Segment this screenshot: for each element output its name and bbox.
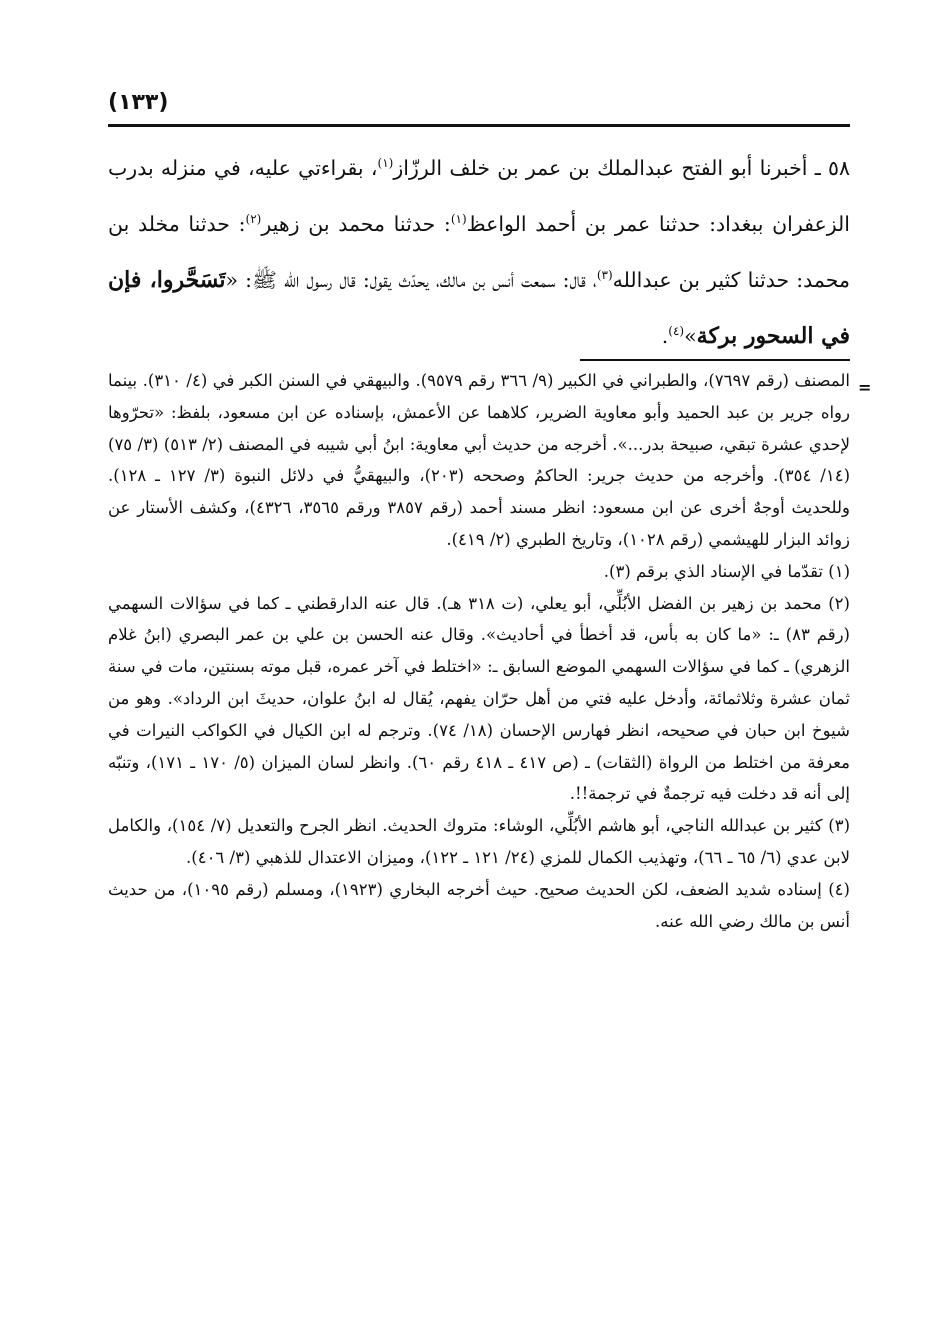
footnote-ref-5: (٤): [668, 324, 685, 339]
hadith-quote: تَسَحَّروا، فإن في السحور بركة: [108, 267, 850, 349]
hadith-text-6: »: [684, 324, 697, 348]
hadith-text-1: ٥٨ ـ أخبرنا أبو الفتح عبدالملك بن عمر بن خلف الرزّاز: [393, 156, 850, 180]
header-rule: [108, 124, 850, 127]
hadith-text-2: ، بقراءتي عليه، في منزله بدرب الزعفران ببغداد: حدثنا عمر بن أحمد الواعظ: [108, 156, 850, 236]
footnotes-section: [108, 365, 850, 937]
footnote-1: (١) تقدّما في الإسناد الذي برقم (٣).: [603, 561, 850, 581]
hadith-paragraph: [108, 140, 850, 364]
footnote-2: (٢) محمد بن زهير بن الفضل الأبُلِّي، أبو يعلي، (ت ٣١٨ هـ). قال عنه الدارقطني ـ كما في سؤالات السهمي (رقم ٨٣) ـ: «ما كان به بأس، قد أخطأ في أحاديث». وقال عنه الحسن بن علي بن عمر البصري (ابنُ غلام الزهري) ـ كما في سؤالات السهمي الموضع السابق ـ: «اختلط في آخر عمره، قبل موته بسنتين، مات في سنة ثمان عشرة وثلاثمائة، وأدخل عليه فتي من أهل حرّان يفهم، يُقال له ابنُ علوان، حديثَ ابن الرداد». وهو من شيوخ ابن حبان في صحيحه، انظر فهارس الإحسان (١٨/ ٧٤). وترجم له ابن الكيال في الكواكب النيرات في معرفة من اختلط من الرواة (الثقات) ـ (ص ٤١٧ ـ ٤١٨ رقم ٦٠). وانظر لسان الميزان (٥/ ١٧٠ ـ ١٧١)، وتنبّه إلى أنه قد دخلت فيه ترجمةٌ في ترجمة!!.: [108, 593, 850, 804]
footnote-ref-1: (١): [377, 156, 394, 171]
footnote-ref-2: (١): [450, 212, 467, 227]
footnote-4: (٤) إسناده شديد الضعف، لكن الحديث صحيح. حيث أخرجه البخاري (١٩٢٣)، ومسلم (رقم ١٠٩٥)، من حديث أنس بن مالك رضي الله عنه.: [108, 879, 850, 931]
hadith-text-3: : حدثنا محمد بن زهير: [261, 212, 451, 236]
footnote-3: (٣) كثير بن عبدالله الناجي، أبو هاشم الأبُلِّي، الوشاء: متروك الحديث. انظر الجرح والتعديل (٧/ ١٥٤)، والكامل لابن عدي (٦/ ٦٥ ـ ٦٦)، وتهذيب الكمال للمزي (٢٤/ ١٢١ ـ ١٢٢)، وميزان الاعتدال للذهبي (٣/ ٤٠٦).: [108, 816, 850, 867]
hadith-text-4: : حدثنا مخلد بن محمد: حدثنا كثير بن عبدالله: [108, 212, 850, 292]
footnote-continued: المصنف (رقم ٧٦٩٧)، والطبراني في الكبير (٩/ ٣٦٦ رقم ٩٥٧٩). والبيهقي في السنن الكبر في (٤/ ٣١٠). بينما رواه جرير بن عبد الحميد وأبو معاوية الضرير، كلاهما عن الأعمش، بإسناده عن ابن مسعود، بلفظ: «تحرّوها لإحدي عشرة تبقي، صبيحة بدر...». أخرجه من حديث أبي معاوية: ابنُ أبي شيبه في المصنف (٢/ ٥١٣) (٣/ ٧٥) (١٤/ ٣٥٤). وأخرجه من حديث جرير: الحاكمُ وصححه (٢٠٣)، والبيهقيُّ في دلائل النبوة (٣/ ١٢٧ ـ ١٢٨). وللحديث أوجهٌ أخرى عن ابن مسعود: انظر مسند أحمد (رقم ٣٨٥٧ ورقم ٣٥٦٥، ٤٣٢٦)، وكشف الأستار عن زوائد البزار للهيشمي (رقم ١٠٢٨)، وتاريخ الطبري (٢/ ٤١٩).: [108, 371, 851, 549]
hadith-text-end: .: [661, 324, 669, 348]
footnote-separator: [580, 359, 850, 361]
footnote-ref-3: (٢): [245, 212, 262, 227]
hadith-text-5: ، قال: سمعت أنس بن مالك، يحدّث يقول: قال رسول الله ﷺ: «: [225, 268, 597, 292]
footnote-ref-4: (٣): [596, 268, 613, 283]
page-number: (١٣٣): [108, 90, 169, 115]
continuation-mark: =: [858, 378, 872, 397]
